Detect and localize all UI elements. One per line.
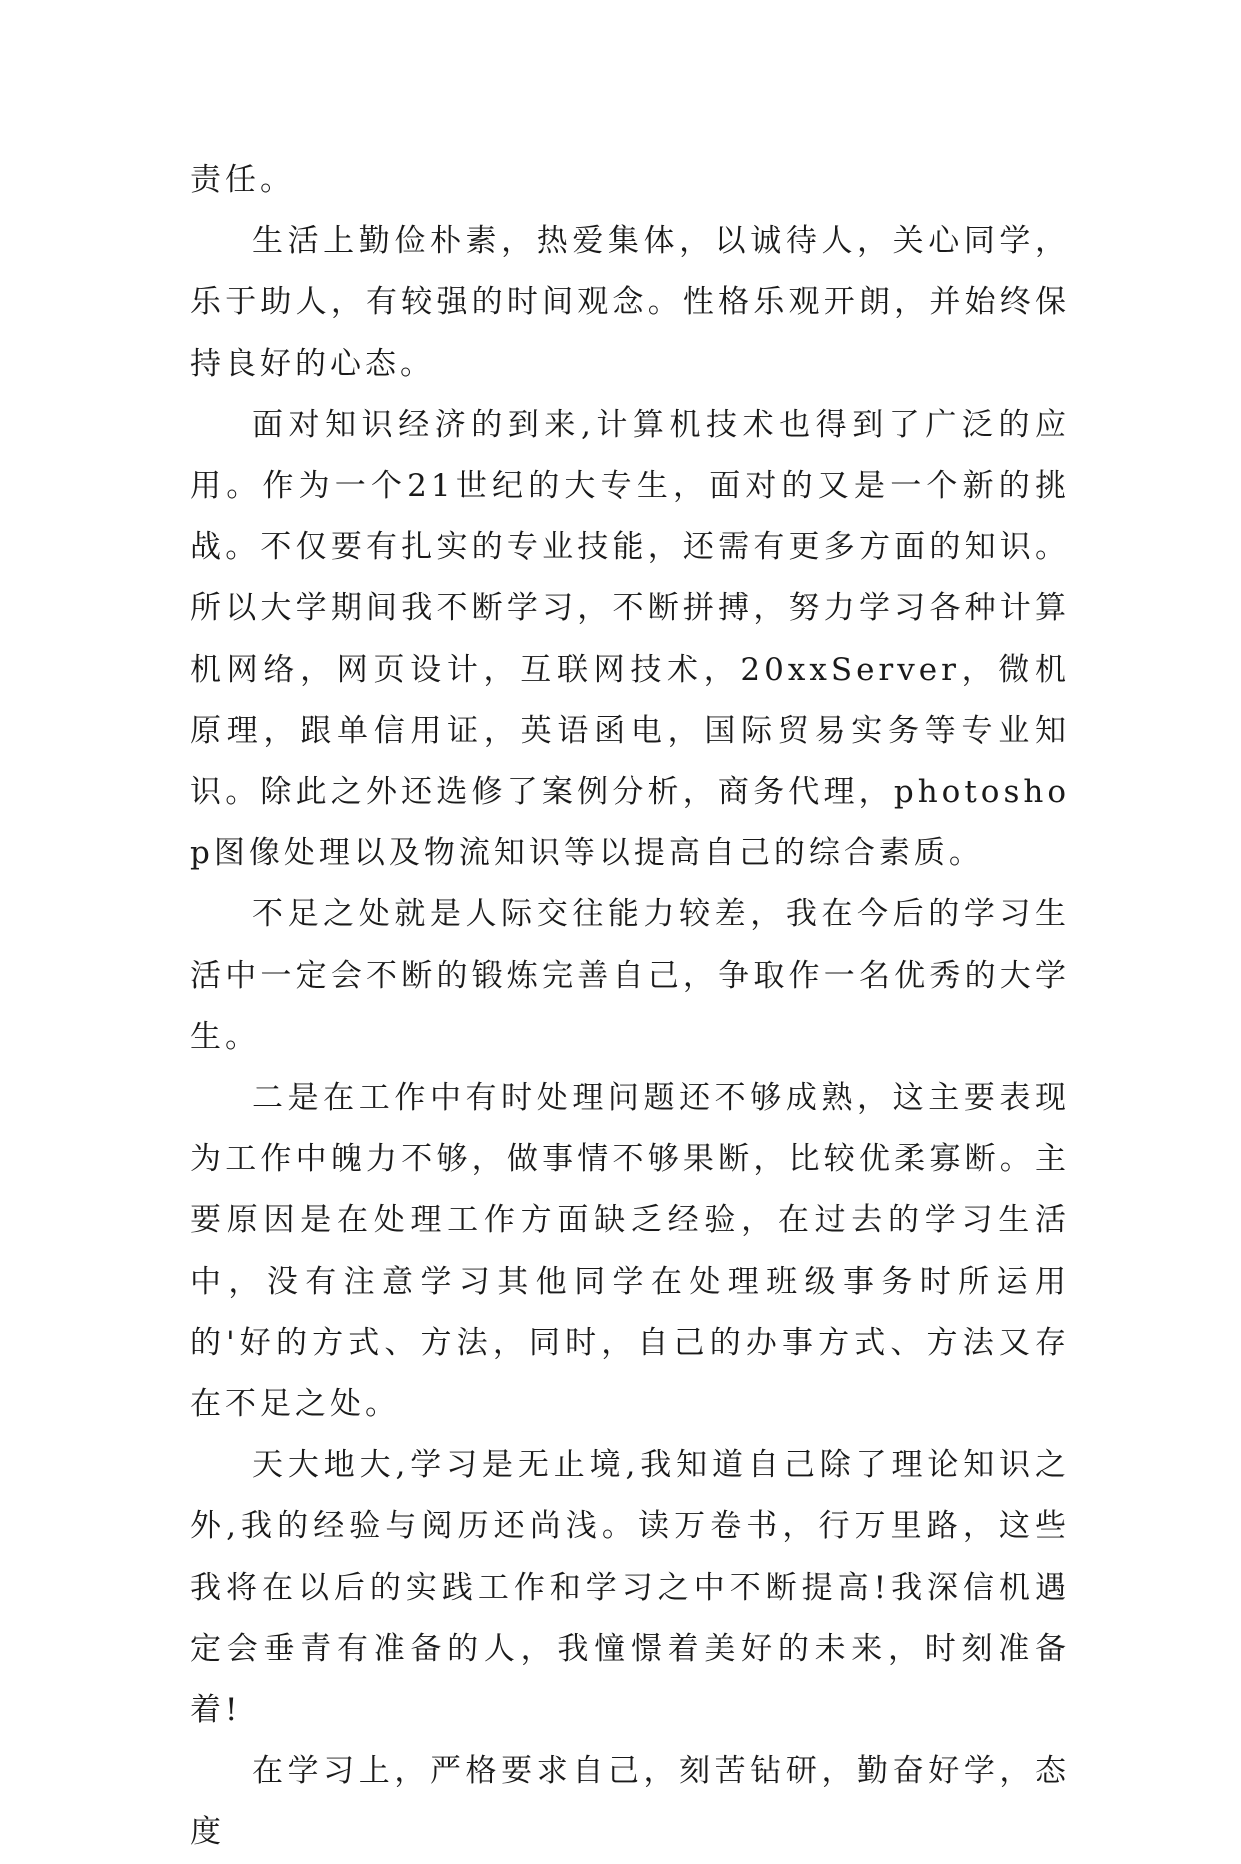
paragraph-7: 在学习上，严格要求自己，刻苦钻研，勤奋好学，态度 <box>190 1753 1070 1851</box>
paragraph-2: 生活上勤俭朴素，热爱集体，以诚待人，关心同学，乐于助人，有较强的时间观念。性格乐观开朗，并始终保持良好的心态。 <box>190 223 1070 382</box>
paragraph-5: 二是在工作中有时处理问题还不够成熟，这主要表现为工作中魄力不够，做事情不够果断，比较优柔寡断。主要原因是在处理工作方面缺乏经验，在过去的学习生活中，没有注意学习其他同学在处理班级事务时所运用的'好的方式、方法，同时，自己的办事方式、方法又存在不足之处。 <box>190 1080 1070 1423</box>
document-body <box>190 150 1070 1864</box>
paragraph-3: 面对知识经济的到来,计算机技术也得到了广泛的应用。作为一个21世纪的大专生，面对的又是一个新的挑战。不仅要有扎实的专业技能，还需有更多方面的知识。所以大学期间我不断学习，不断拼搏，努力学习各种计算机网络，网页设计，互联网技术，20xxServer，微机原理，跟单信用证，英语函电，国际贸易实务等专业知识。除此之外还选修了案例分析，商务代理，photoshop图像处理以及物流知识等以提高自己的综合素质。 <box>190 406 1070 872</box>
paragraph-1: 责任。 <box>190 162 295 198</box>
paragraph-4: 不足之处就是人际交往能力较差，我在今后的学习生活中一定会不断的锻炼完善自己，争取作一名优秀的大学生。 <box>190 896 1070 1055</box>
paragraph-6: 天大地大,学习是无止境,我知道自己除了理论知识之外,我的经验与阅历还尚浅。读万卷书，行万里路，这些我将在以后的实践工作和学习之中不断提高!我深信机遇定会垂青有准备的人，我憧憬着美好的未来，时刻准备着! <box>190 1447 1070 1729</box>
